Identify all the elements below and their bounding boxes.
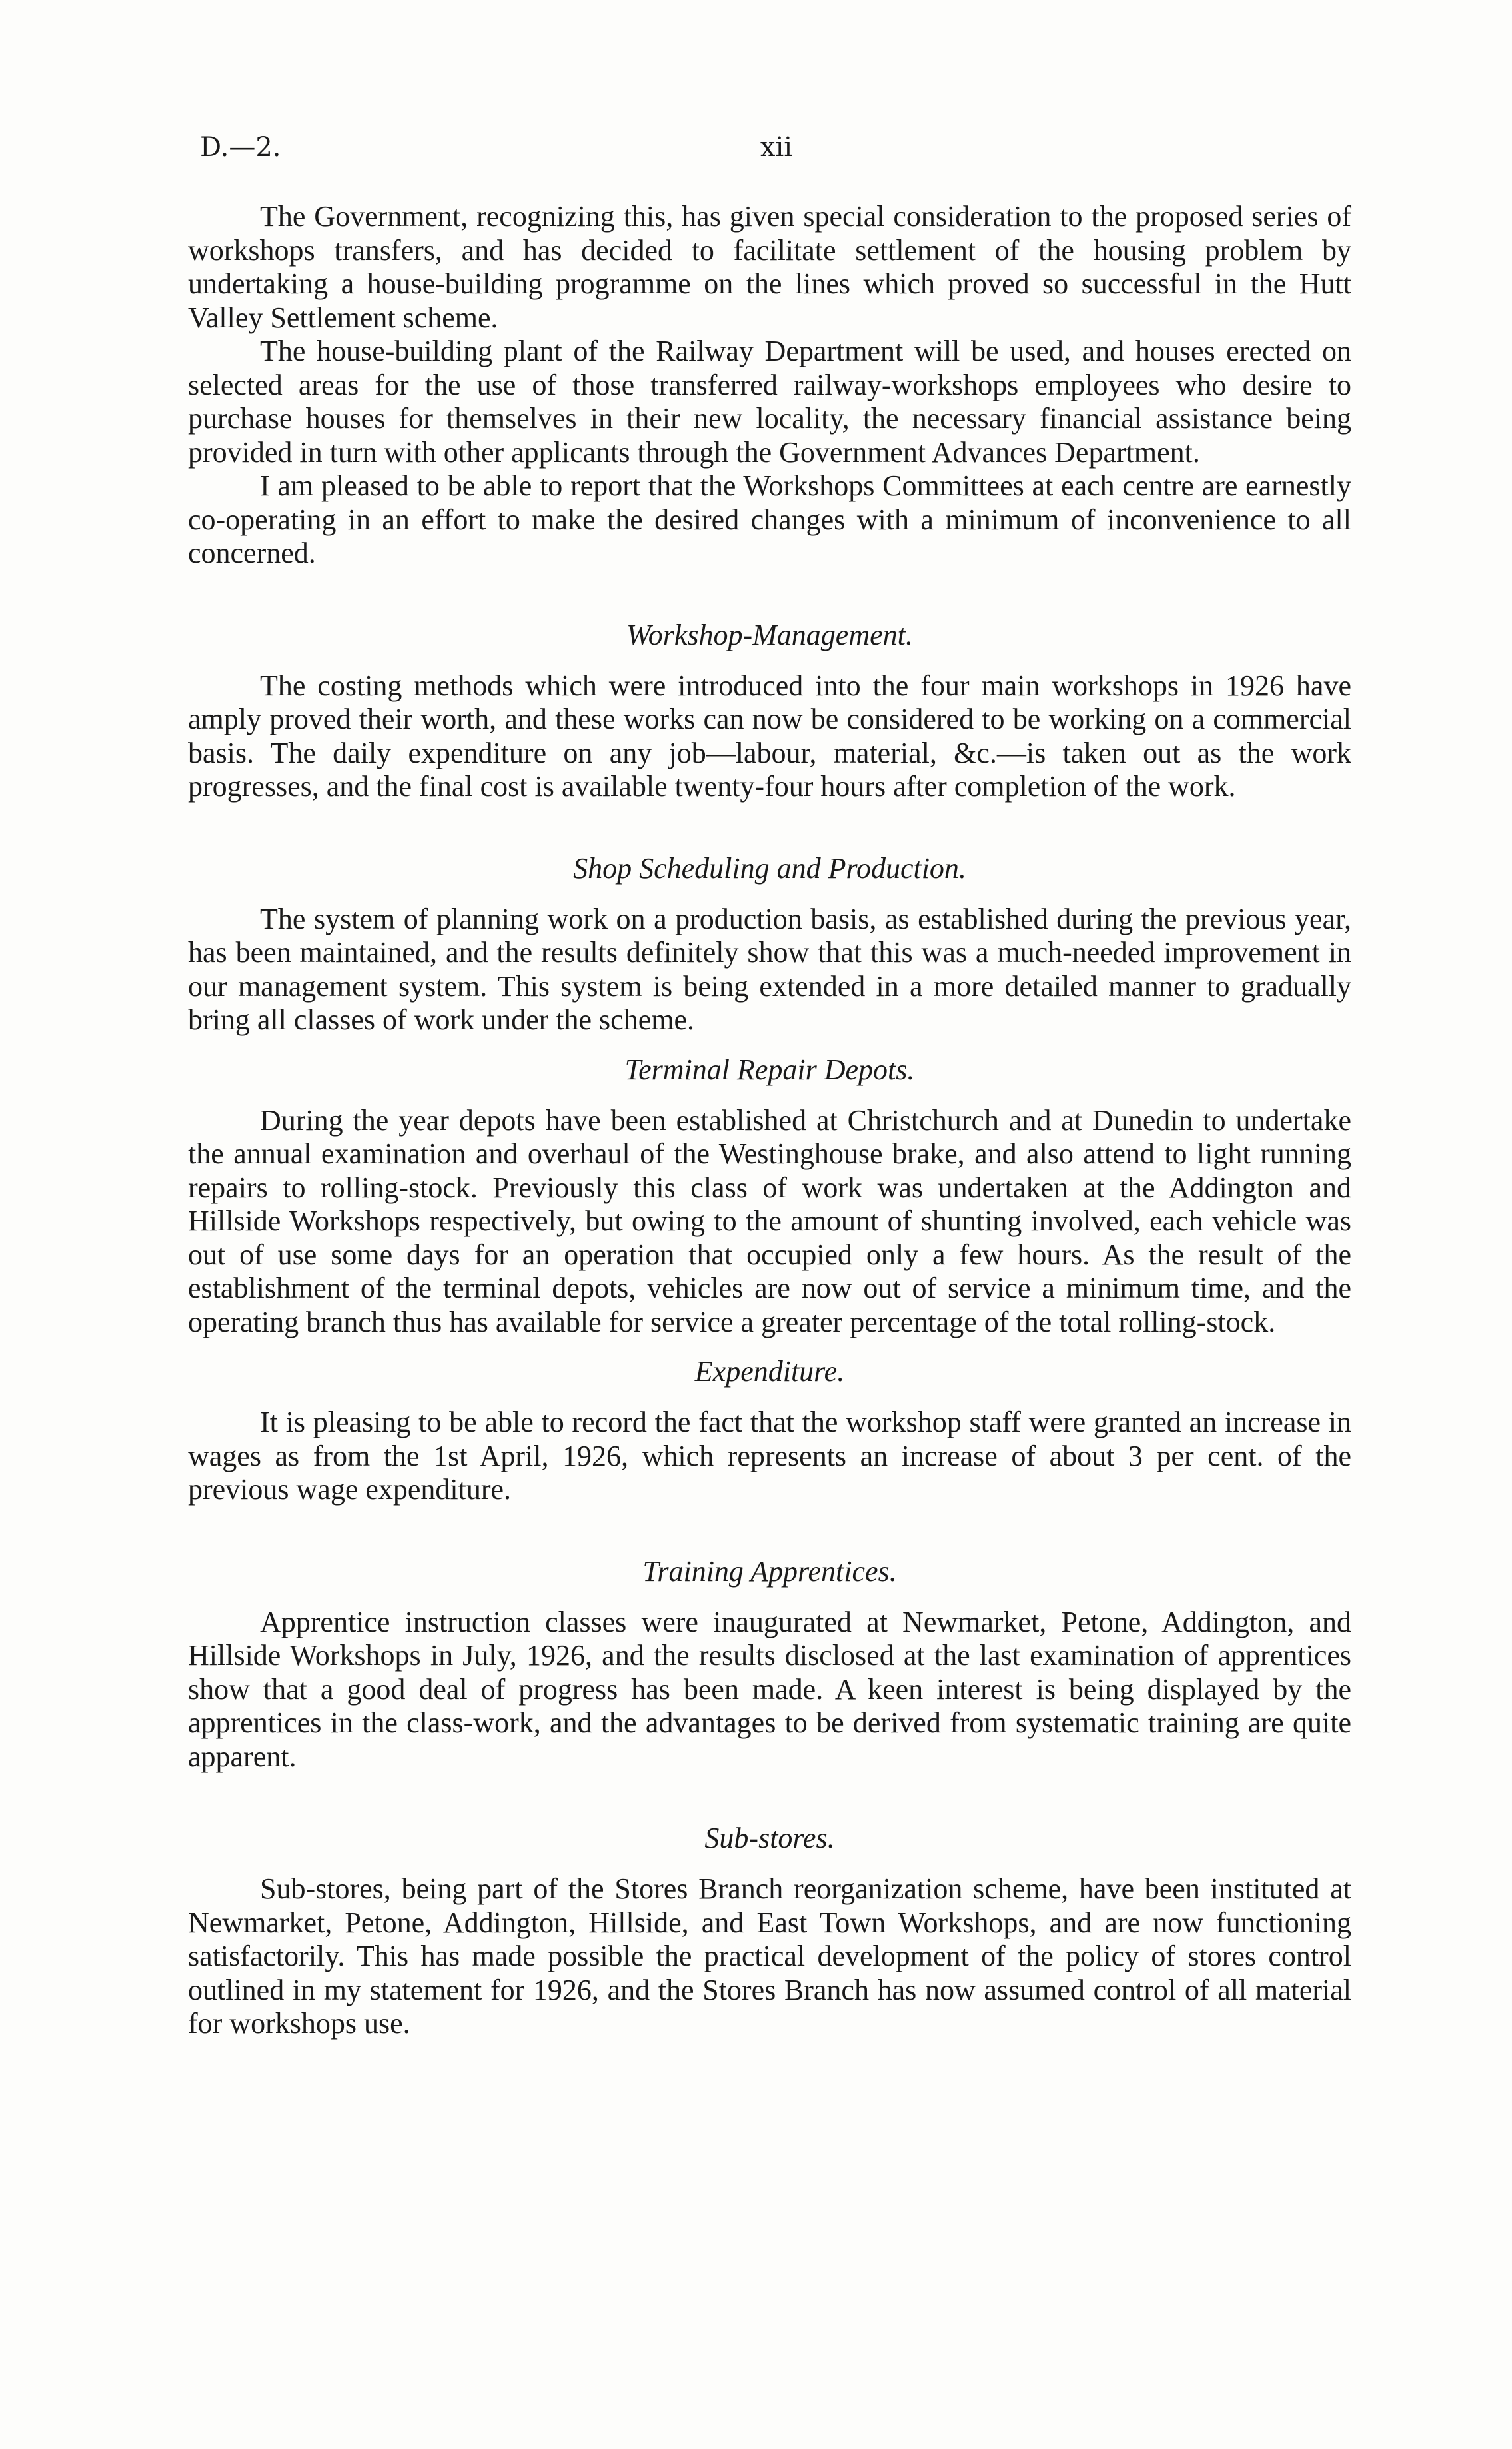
section-heading-workshop-management: Workshop-Management. — [626, 618, 913, 651]
page-number: xii — [760, 132, 793, 163]
section-body-training-apprentices: Apprentice instruction classes were inaugurated at Newmarket, Petone, Addington, and Hillside Workshops in July, 1926, and the results disclosed at the last examination of apprentices show that a good deal of progress has been made. A keen interest is being displayed by the apprentices in the class-work, and the advantages to be derived from systematic training are quite apparent. — [188, 1605, 1351, 1773]
intro-paragraph: The house-building plant of the Railway Department will be used, and houses erected on selected areas for the use of those transferred railway-workshops employees who desire to purchase houses for themselves in their new locality, the necessary financial assistance being provided in turn with other applicants through the Government Advances Department. — [188, 335, 1351, 469]
section-body-expenditure: It is pleasing to be able to record the fact that the workshop staff were granted an increase in wages as from the 1st April, 1926, which represents an increase of about 3 per cent. of the previous wage expenditure. — [188, 1406, 1351, 1506]
section-body-terminal-repair-depots: During the year depots have been established at Christchurch and at Dunedin to undertake the annual examination and overhaul of the Westinghouse brake, and also attend to light running repairs to rolling-stock. Previously this class of work was undertaken at the Addington and Hillside Workshops respectively, but owing to the amount of shunting involved, each vehicle was out of use some days for an operation that occupied only a few hours. As the result of the establishment of the terminal depots, vehicles are now out of service a minimum time, and the operating branch thus has available for service a greater percentage of the total rolling-stock. — [188, 1103, 1351, 1338]
page-body — [188, 200, 1351, 2041]
intro-paragraph: I am pleased to be able to report that the Workshops Committees at each centre are earnestly co-operating in an effort to make the desired changes with a minimum of inconvenience to all concerned. — [188, 469, 1351, 569]
section-heading-shop-scheduling: Shop Scheduling and Production. — [573, 851, 966, 885]
section-body-workshop-management: The costing methods which were introduced into the four main workshops in 1926 have amply proved their worth, and these works can now be considered to be working on a commercial basis. The daily expenditure on any job—labour, material, &c.—is taken out as the work progresses, and the final cost is available twenty-four hours after completion of the work. — [188, 669, 1351, 803]
document-reference: D.—2. — [200, 132, 281, 163]
intro-paragraph: The Government, recognizing this, has given special consideration to the proposed series of workshops transfers, and has decided to facilitate settlement of the housing problem by undertaking a house-building programme on the lines which proved so successful in the Hutt Valley Settlement scheme. — [188, 200, 1351, 334]
section-heading-terminal-repair-depots: Terminal Repair Depots. — [624, 1053, 915, 1086]
section-body-sub-stores: Sub-stores, being part of the Stores Branch reorganization scheme, have been instituted at Newmarket, Petone, Addington, Hillside, and East Town Workshops, and are now functioning satisfactorily. This has made possible the practical development of the policy of stores control outlined in my statement for 1926, and the Stores Branch has now assumed control of all material for workshops use. — [188, 1872, 1351, 2040]
section-heading-training-apprentices: Training Apprentices. — [642, 1554, 897, 1588]
page-header — [200, 132, 1353, 172]
section-heading-sub-stores: Sub-stores. — [704, 1822, 835, 1854]
section-body-shop-scheduling: The system of planning work on a production basis, as established during the previous year, has been maintained, and the results definitely show that this was a much-needed improvement in our management system. This system is being extended in a more detailed manner to gradually bring all classes of work under the scheme. — [188, 902, 1351, 1036]
section-heading-expenditure: Expenditure. — [694, 1355, 845, 1388]
